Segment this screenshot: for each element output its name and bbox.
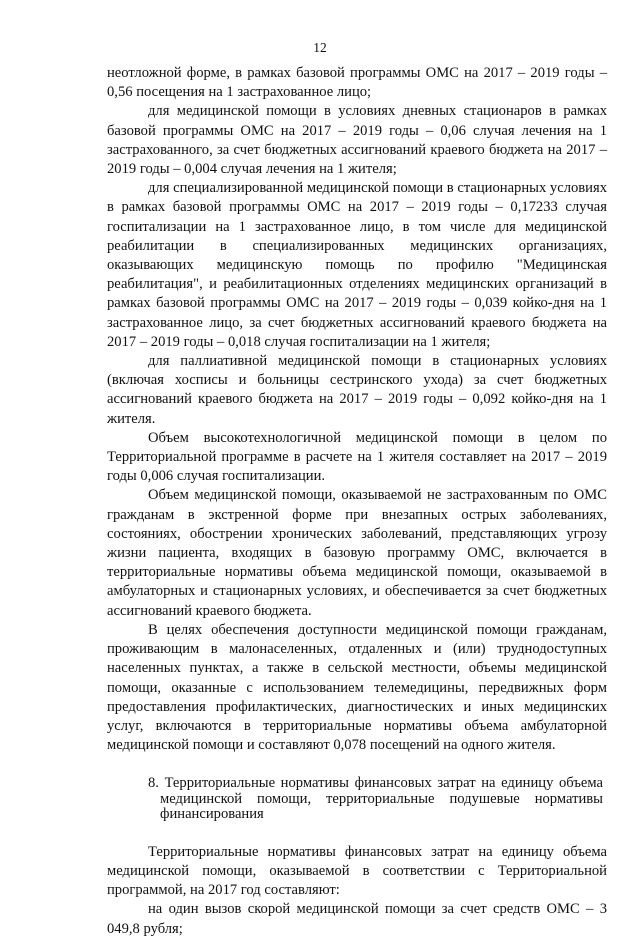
paragraph: на один вызов скорой медицинской помощи за счет средств ОМС – 3 049,8 рубля; xyxy=(107,901,607,937)
paragraph: для паллиативной медицинской помощи в стационарных условиях (включая хосписы и больницы сестринского ухода) за счет бюджетных ассигнований краевого бюджета на 2017 – 2019 годы – 0,092 койко-дня на 1 жителя. xyxy=(107,353,607,427)
paragraph: В целях обеспечения доступности медицинской помощи гражданам, проживающим в малонаселенных, отдаленных и (или) труднодоступных населенных пунктах, а также в сельской местности, объемы медицинской помощи, оказанные с использованием телемедицины, передвижных форм предоставления профилактических, диагностических и иных медицинских услуг, включаются в территориальные нормативы объема амбулаторной медицинской помощи и составляют 0,078 посещений на одного жителя. xyxy=(107,621,607,754)
paragraph: для специализированной медицинской помощи в стационарных условиях в рамках базовой программы ОМС на 2017 – 2019 годы – 0,17233 случая госпитализации на 1 застрахованное лицо, в том числе для медицинской реабилитации в специализированных медицинских организациях, оказывающих медицинскую помощь по профилю "Медицинская реабилитация", и реабилитационных отделениях медицинских организаций в рамках базовой программы ОМС на 2017 – 2019 годы – 0,039 койко-дня на 1 застрахованное лицо, за счет бюджетных ассигнований краевого бюджета на 2017 – 2019 годы – 0,018 случая госпитализации на 1 жителя; xyxy=(107,180,607,350)
paragraph: неотложной форме, в рамках базовой программы ОМС на 2017 – 2019 годы – 0,56 посещения на 1 застрахованное лицо; xyxy=(107,65,607,101)
paragraph: для медицинской помощи в условиях дневных стационаров в рамках базовой программы ОМС на 2017 – 2019 годы – 0,06 случая лечения на 1 застрахованного, за счет бюджетных ассигнований краевого бюджета на 2017 – 2019 годы – 0,004 случая лечения на 1 жителя; xyxy=(107,103,607,178)
page-number: 12 xyxy=(313,40,327,55)
paragraph: Объем медицинской помощи, оказываемой не застрахованным по ОМС гражданам в экстренной форме при внезапных острых заболеваниях, состояниях, обострении хронических заболеваний, представляющих угрозу жизни пациента, входящих в базовую программу ОМС, включается в территориальные нормативы объема медицинской помощи, оказываемой в амбулаторных и стационарных условиях, и обеспечивается за счет бюджетных ассигнований краевого бюджета. xyxy=(107,487,607,619)
paragraph: Объем высокотехнологичной медицинской помощи в целом по Территориальной программе в расчете на 1 жителя составляет на 2017 – 2019 годы 0,006 случая госпитализации. xyxy=(107,429,607,485)
paragraph: Территориальные нормативы финансовых затрат на единицу объема медицинской помощи, оказываемой в соответствии с Территориальной программой, на 2017 год составляют: xyxy=(107,843,607,899)
section-heading: 8. Территориальные нормативы финансовых затрат на единицу объема медицинской помощи, территориальные подушевые нормативы финансирования xyxy=(148,775,603,823)
document-body xyxy=(107,64,607,939)
